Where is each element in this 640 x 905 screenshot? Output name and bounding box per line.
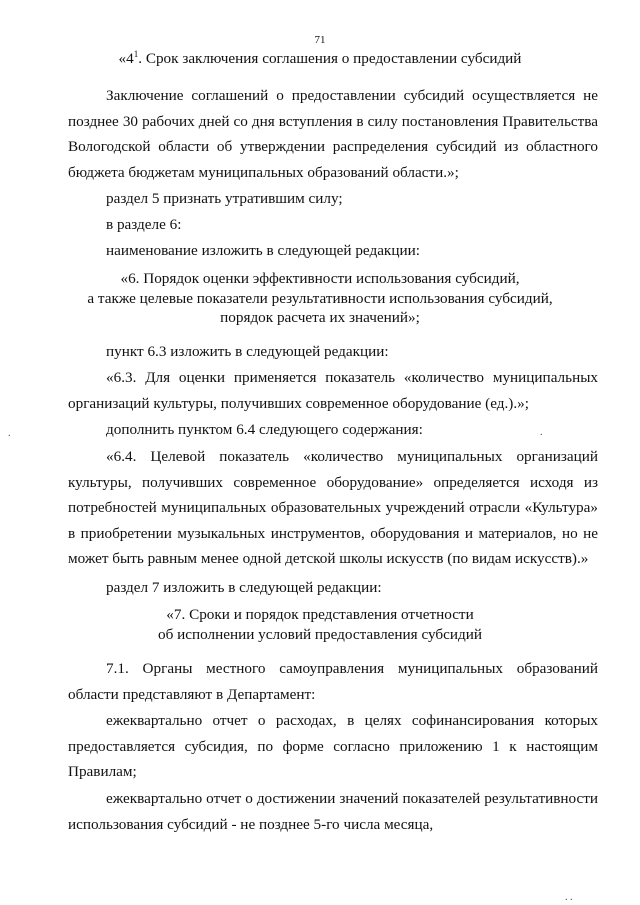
section-6-title [0,269,640,328]
heading-superscript: 1 [133,49,139,59]
amendment-section-6: в разделе 6: [106,216,182,233]
section-6-title-line: «6. Порядок оценки эффективности использования субсидий, [120,270,520,287]
section-7-title-line: «7. Сроки и порядок представления отчетности [166,606,474,623]
amendment-section-7: раздел 7 изложить в следующей редакции: [106,579,382,596]
scan-speck: . . [565,892,573,903]
report-expenses-text: ежеквартально отчет о расходах, в целях софинансирования которых предоставляется субсидия, по форме согласно приложению 1 к настоящим Правилам; [68,712,598,781]
section-4-1-text: Заключение соглашений о предоставлении субсидий осуществляется не позднее 30 рабочих дней со дня вступления в силу постановления Правительства Вологодской области об утверждении распределения субсидий из областного бюджета бюджетам муниципальных образований области.»; [68,87,598,181]
section-6-title-line: порядок расчета их значений»; [220,309,420,326]
heading-prefix: «4 [118,50,134,68]
amendment-title-intro: наименование изложить в следующей редакции: [106,242,420,259]
report-indicators-text: ежеквартально отчет о достижении значений показателей результативности использования субсидий - не позднее 5-го числа месяца, [68,790,598,833]
item-6-4-text: «6.4. Целевой показатель «количество муниципальных организаций культуры, получивших современное оборудование» определяется исходя из потребностей муниципальных образовательных учреждений отрасли «Культура» в приобретении музыкальных инструментов, оборудования и материалов, но не может быть равным менее одной детской школы искусств (по видам искусств).» [68,448,598,568]
amendment-section-5: раздел 5 признать утратившим силу; [106,190,343,207]
amendment-item-6-3: пункт 6.3 изложить в следующей редакции: [106,343,389,360]
item-7-1-text: 7.1. Органы местного самоуправления муниципальных образований области представляют в Департамент: [68,660,598,703]
amendment-item-6-4: дополнить пунктом 6.4 следующего содержания: [106,421,423,438]
scan-speck: . [540,427,543,438]
section-6-title-line: а также целевые показатели результативности использования субсидий, [87,289,553,307]
section-7-title-line: об исполнении условий предоставления субсидий [158,625,482,643]
page-number: 71 [314,34,326,46]
scan-speck: . [8,428,11,439]
section-7-title [0,605,640,644]
section-4-1-heading [0,44,640,69]
item-6-3-text: «6.3. Для оценки применяется показатель «количество муниципальных организаций культуры, получивших современное оборудование (ед.).»; [68,369,598,412]
heading-text: . Срок заключения соглашения о предоставлении субсидий [138,50,522,68]
